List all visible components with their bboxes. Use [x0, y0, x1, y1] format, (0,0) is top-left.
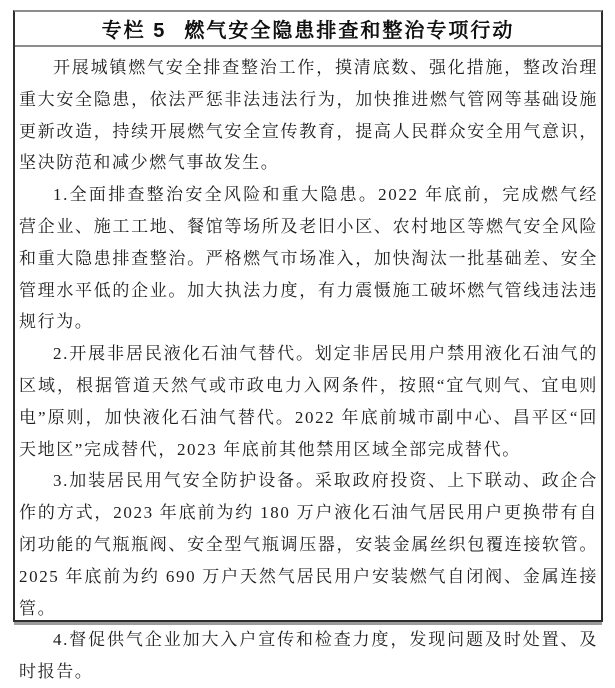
paragraph-item-1: 1.全面排查整治安全风险和重大隐患。2022 年底前，完成燃气经营企业、施工工地、餐馆等场所及老旧小区、农村地区等燃气安全风险和重大隐患排查整治。严格燃气市场准入，加快淘汰一批基础差、安全管理水平低的企业。加大执法力度，有力震慑施工破坏燃气管线违法违规行为。 — [19, 185, 598, 332]
paragraph-item-2: 2.开展非居民液化石油气替代。划定非居民用户禁用液化石油气的区域，根据管道天然气或市政电力入网条件，按照“宜气则气、宜电则电”原则，加快液化石油气替代。2022 年底前城市副中心、昌平区“回天地区”完成替代，2023 年底前其他禁用区域全部完成替代。 — [19, 344, 598, 459]
paragraph-item-3: 3.加装居民用气安全防护设备。采取政府投资、上下联动、政企合作的方式，2023 年底前为约 180 万户液化石油气居民用户更换带有自闭功能的气瓶瓶阀、安全型气瓶调压器，安装金属丝织包覆连接软管。2025 年底前为约 690 万户天然气居民用户安装燃气自闭阀、金属连接管。 — [19, 471, 598, 618]
panel-header — [15, 12, 601, 47]
panel-label: 专栏 5 — [101, 20, 167, 42]
paragraph-item-4: 4.督促供气企业加大入户宣传和检查力度，发现问题及时处置、及时报告。 — [19, 630, 598, 682]
paragraph-intro: 开展城镇燃气安全排查整治工作，摸清底数、强化措施，整改治理重大安全隐患，依法严惩非法违法行为，加快推进燃气管网等基础设施更新改造，持续开展燃气安全宣传教育，提高人民群众安全用气意识，坚决防范和减少燃气事故发生。 — [19, 58, 598, 173]
column-box-5 — [13, 10, 603, 682]
panel-body — [15, 47, 601, 688]
panel-title: 燃气安全隐患排查和整治专项行动 — [184, 20, 515, 42]
